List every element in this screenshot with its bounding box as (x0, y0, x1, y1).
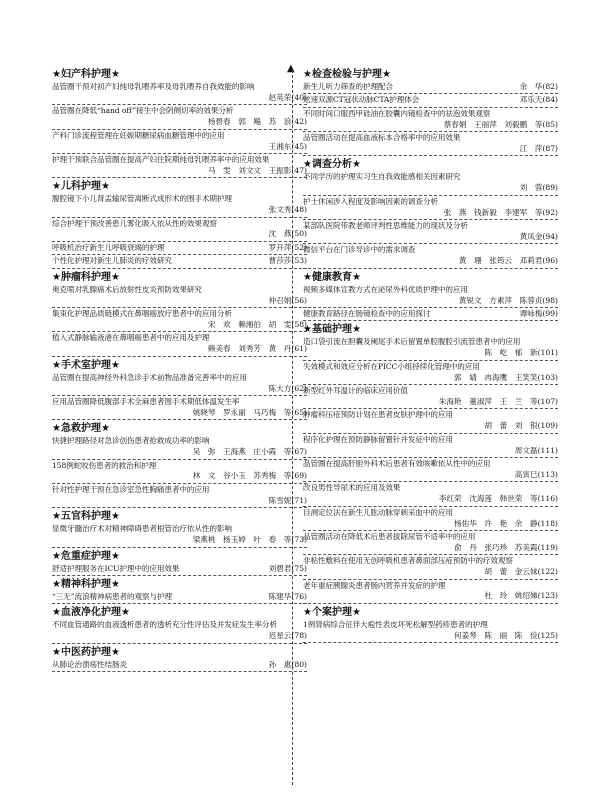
entry-title: 综合护理干预改善患儿雾化吸入依从性的效果观察 (52, 218, 217, 228)
entry-title: “三无”流浪精神病患者的观察与护理 (52, 591, 172, 601)
toc-entry[interactable] (52, 620, 307, 643)
arrow-up-icon: ▲ (287, 63, 295, 74)
entry-authors-page: 谭咏梅(99) (519, 309, 558, 318)
entry-authors-page: 赵英荣(40) (268, 92, 307, 102)
toc-entry[interactable] (303, 386, 558, 409)
entry-title: 品管圈干预对初产妇纯母乳喂养率及母乳喂养自我效能的影响 (52, 82, 255, 91)
entry-title: 品管圈在降低“hand off”接生中会阴侧切率的效果分析 (52, 106, 234, 116)
entry-title: 158例蛇咬伤患者的救治和护理 (52, 460, 157, 470)
toc-entry[interactable] (303, 133, 558, 156)
toc-entry[interactable] (303, 95, 558, 107)
entry-authors-page: 罗开萍(52) (268, 242, 307, 252)
entry-title: 新生儿听力筛查的护理配合 (303, 82, 393, 91)
toc-entry[interactable] (303, 309, 558, 321)
entry-authors-page: 张文秀(48) (268, 205, 307, 215)
toc-entry[interactable] (52, 256, 307, 268)
entry-authors-page: 陈大方(62) (268, 383, 307, 393)
section-heading: ★血液净化护理★ (52, 607, 130, 619)
entry-authors-page: 梁燕桃 杨玉婷 叶 春 等(73) (192, 535, 307, 545)
entry-authors-page: 杨碧春 郭 飚 苏 浪(42) (207, 117, 307, 127)
toc-entry[interactable] (52, 243, 307, 255)
entry-authors-page: 孙 惠(80) (268, 659, 307, 669)
entry-authors-page: 胡 蕾 金云妹(122) (484, 567, 558, 577)
entry-title: 改良男性导尿术的应用及效果 (303, 483, 401, 493)
entry-authors-page: 马 雯 刘文文 王振影(47) (207, 165, 307, 175)
entry-title: 护理干预联合品管圈在提高产妇住院期纯母乳喂养率中的应用效果 (52, 154, 270, 164)
toc-entry[interactable] (303, 410, 558, 433)
entry-authors-page: 邓乐天(84) (519, 95, 558, 105)
toc-entry[interactable] (52, 461, 307, 484)
entry-authors-page: 陈 屹 郁 新(101) (484, 348, 558, 358)
toc-entry[interactable] (52, 485, 307, 508)
entry-authors-page: 曹莎莎(53) (268, 256, 307, 266)
section-heading: ★检查检验与护理★ (303, 69, 391, 80)
toc-column-left (52, 63, 307, 673)
entry-title: 品管圈在提高神经外科急诊手术前物品准备完善率中的应用 (52, 372, 247, 382)
toc-entry[interactable] (52, 564, 307, 576)
entry-authors-page: 黄锐文 方素萍 陈蓉贞(98) (458, 295, 558, 305)
section-heading: ★手术室护理★ (52, 359, 120, 371)
entry-authors-page: 黄 珊 张筠云 邓莉君(96) (458, 256, 558, 266)
entry-authors-page: 江 萍(87) (519, 144, 558, 154)
entry-authors-page: 周文磊(111) (514, 445, 558, 455)
toc-entry[interactable] (303, 581, 558, 604)
entry-title: 不同血管通路的血液透析患者的透析充分性评估及并发症发生率分析 (52, 620, 277, 630)
entry-authors-page: 高寅巳(113) (514, 469, 558, 479)
entry-title: 1例肾病综合征伴大疱性表皮坏死松解型药疹患者的护理 (303, 619, 488, 629)
entry-title: 新型红外耳温计的临床应用价值 (303, 386, 408, 396)
entry-authors-page: 胡 蕾 刘 银(109) (484, 421, 558, 431)
toc-entry[interactable] (303, 508, 558, 531)
toc-entry[interactable] (303, 459, 558, 482)
entry-title: 奥克喷对乳腺癌术后放射性皮炎预防效果研究 (52, 284, 202, 294)
section-heading: ★个案护理★ (303, 606, 361, 618)
entry-authors-page: 黄凤金(94) (519, 231, 558, 241)
entry-title: 品管圈活动在提高血液标本合格率中的应用效果 (303, 133, 461, 143)
toc-entry[interactable] (52, 592, 307, 604)
entry-authors-page: 陈建华(76) (268, 591, 307, 601)
entry-title: 腹腔镜下小儿肾盂输尿管离断式成形术的围手术期护理 (52, 194, 232, 204)
toc-entry[interactable] (303, 285, 558, 308)
entry-authors-page: 张 燕 钱新毅 李建军 等(92) (443, 207, 558, 217)
entry-authors-page: 姚晓琴 罗永丽 马巧梅 等(65) (192, 407, 307, 417)
toc-entry[interactable] (303, 435, 558, 458)
section-heading: ★急救护理★ (52, 423, 110, 435)
toc-entry[interactable] (52, 106, 307, 129)
toc-entry[interactable] (303, 556, 558, 579)
toc-entry[interactable] (52, 373, 307, 396)
entry-title: 健康教育路径在肠镜检查中的应用探讨 (303, 309, 431, 318)
entry-authors-page: 宋 欢 赖湘伯 胡 雯(58) (207, 319, 307, 329)
entry-title: 某部队医院带教老师评判性思维能力的现状及分析 (303, 221, 468, 231)
entry-authors-page: 李红荣 沈海莲 韩世荣 等(116) (438, 494, 558, 504)
toc-entry[interactable] (52, 194, 307, 217)
entry-title: 微信平台在门诊导诊中的需求调查 (303, 245, 416, 255)
section-heading: ★肿瘤科护理★ (52, 271, 120, 283)
section-heading: ★妇产科护理★ (52, 69, 120, 80)
section-heading: ★五官科护理★ (52, 511, 120, 523)
entry-authors-page: 杨佑华 许 艳 余 静(118) (454, 518, 558, 528)
entry-title: 老年重症胰腺炎患者肠内营养并发症的护理 (303, 580, 446, 590)
entry-title: 炫速双源CT冠状动脉CTA护理体会 (303, 95, 420, 105)
section-heading: ★健康教育★ (303, 271, 361, 283)
toc-entry[interactable] (52, 309, 307, 332)
entry-authors-page: 沈 燕(50) (268, 229, 307, 239)
entry-authors-page: 赖美春 刘秀芳 黄 丹(61) (207, 344, 307, 354)
entry-title: 针对性护理干预在急诊室急性胸痛患者中的应用 (52, 484, 210, 494)
entry-authors-page: 蔡春娟 王丽萍 刘毅鹏 等(85) (443, 119, 558, 129)
entry-title: 护士休闲涉入程度及影响因素的调查分析 (303, 196, 438, 206)
entry-authors-page: 郭 婧 冉海鹰 王笑笑(103) (454, 372, 558, 382)
entry-title: 造口袋引流在胆囊及阑尾手术后留置单腔腹腔引流管患者中的应用 (303, 337, 521, 347)
entry-title: 舒适护理服务在ICU护理中的应用效果 (52, 563, 180, 573)
entry-title: 肿瘤科压疮预防计划在患者皮肤护理中的应用 (303, 410, 453, 420)
entry-title: 目测定位法在新生儿肱动脉穿刺采血中的应用 (303, 507, 453, 517)
toc-entry[interactable] (52, 397, 307, 420)
toc-entry[interactable] (303, 109, 558, 132)
entry-authors-page: 朱海艳 董淑萍 王 兰 等(107) (438, 396, 558, 406)
toc-entry[interactable] (52, 131, 307, 154)
toc-entry[interactable] (52, 82, 307, 105)
entry-authors-page: 杜 玲 姚绍娣(123) (484, 591, 558, 601)
section-heading: ★中医药护理★ (52, 646, 120, 658)
toc-entry[interactable] (303, 245, 558, 268)
entry-authors-page: 刘碧君(75) (268, 563, 307, 573)
entry-title: 非粘性敷料在使用无创呼吸机患者鼻面部压疮预防中的疗效观察 (303, 556, 513, 566)
entry-title: 植入式静脉输液港在鼻咽癌患者中的应用及护理 (52, 333, 210, 343)
entry-title: 个性化护理对新生儿肺炎的疗效研究 (52, 256, 172, 266)
toc-entry[interactable] (52, 436, 307, 459)
toc-entry[interactable] (52, 333, 307, 356)
toc-entry[interactable] (52, 219, 307, 242)
entry-title: 快捷护理路径对急诊创伤患者抢救成功率的影响 (52, 436, 210, 446)
entry-title: 程序化护理在预防静脉留置针并发症中的应用 (303, 434, 453, 444)
toc-entry[interactable] (303, 337, 558, 360)
toc-entry[interactable] (303, 197, 558, 220)
section-heading: ★基础护理★ (303, 324, 361, 336)
toc-entry[interactable] (303, 82, 558, 94)
entry-title: 从肺论治溃疡性结肠炎 (52, 659, 127, 669)
entry-authors-page: 林 文 谷小玉 苏秀梅 等(69) (192, 471, 307, 481)
entry-authors-page: 陈雪妮(71) (268, 495, 307, 505)
toc-column-right (303, 66, 558, 644)
toc-entry[interactable] (52, 155, 307, 178)
toc-entry[interactable] (303, 532, 558, 555)
toc-entry[interactable] (303, 172, 558, 195)
toc-entry[interactable] (52, 660, 307, 672)
entry-title: 不同学历的护理实习生自我效能感相关因素研究 (303, 172, 461, 182)
entry-authors-page: 何姜琴 陈 丽 陈 俭(125) (454, 630, 558, 640)
entry-title: 视频多媒体宣教方式在泌尿外科优质护理中的应用 (303, 284, 468, 294)
toc-entry[interactable] (52, 524, 307, 547)
entry-authors-page: 刘 蓉(89) (519, 183, 558, 193)
toc-entry[interactable] (52, 285, 307, 308)
toc-entry[interactable] (303, 362, 558, 385)
entry-title: 品管圈活动在降低术后患者拔除尿管不适率中的应用 (303, 531, 476, 541)
entry-title: 失效模式和效应分析在PICC小组持续化管理中的应用 (303, 361, 480, 371)
toc-entry[interactable] (303, 221, 558, 244)
section-heading: ★儿科护理★ (52, 181, 110, 193)
section-heading: ★调查分析★ (303, 159, 361, 171)
entry-authors-page: 王湘东(45) (268, 141, 307, 151)
entry-authors-page: 仲召娟(56) (268, 295, 307, 305)
entry-title: 呼吸机治疗新生儿呼吸衰竭的护理 (52, 242, 165, 252)
entry-authors-page: 俞 丹 张巧珍 苏美霞(119) (454, 542, 558, 552)
entry-title: 品管圈在提高肝胆外科术后患者有效咳嗽依从性中的应用 (303, 458, 491, 468)
toc-entry[interactable] (303, 620, 558, 643)
entry-title: 不同时间口服西甲硅油在胶囊内镜检查中的祛泡效果观察 (303, 108, 491, 118)
entry-title: 集束化护理品质链模式在鼻咽癌放疗患者中的应用分析 (52, 309, 232, 318)
entry-title: 应用品管圈降低腹部手术全麻患者围手术期低体温发生率 (52, 396, 240, 406)
toc-entry[interactable] (303, 483, 558, 506)
entry-authors-page: 余 华(82) (519, 82, 558, 91)
section-heading: ★精神科护理★ (52, 578, 120, 590)
entry-authors-page: 迟星云(78) (268, 631, 307, 641)
entry-title: 显微牙髓治疗术对精神障碍患者根管治疗依从性的影响 (52, 524, 232, 534)
entry-title: 产科门诊流程管理在妊娠期糖尿病血糖管理中的应用 (52, 130, 225, 140)
entry-authors-page: 吴 弥 王海燕 庄小霞 等(67) (192, 447, 307, 457)
section-heading: ★危重症护理★ (52, 550, 120, 562)
